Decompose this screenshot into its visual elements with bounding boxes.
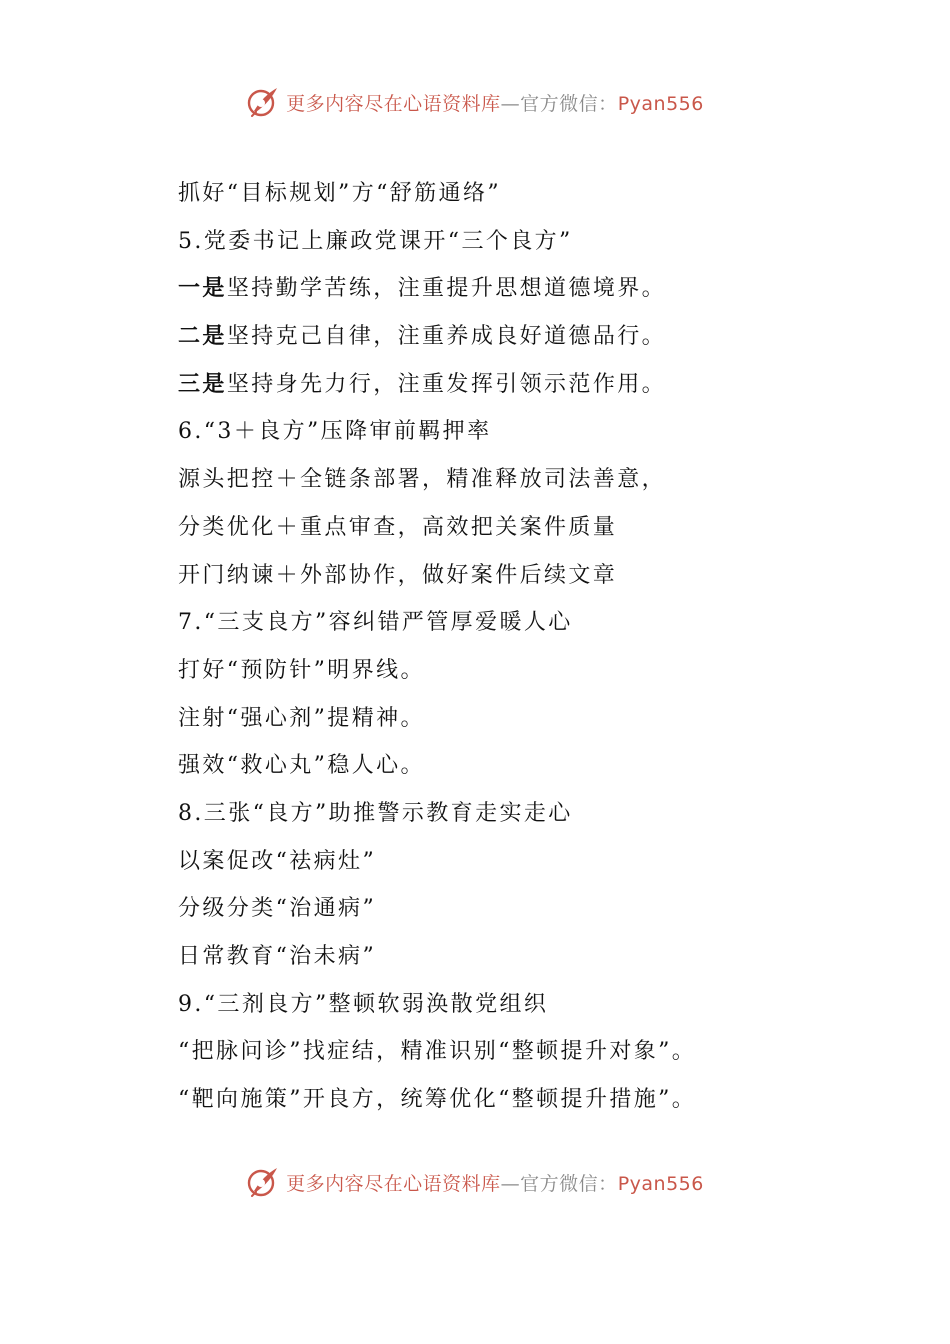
footer-banner-dash: —: [500, 1172, 521, 1195]
header-banner-main: 更多内容尽在心语资料库: [286, 92, 501, 115]
footer-banner: [0, 1162, 950, 1202]
text-line: [178, 504, 798, 552]
footer-banner-wechat-label: 官方微信：: [520, 1172, 618, 1195]
line-text: 开门纳谏＋外部协作，做好案件后续文章: [178, 562, 618, 588]
line-text: 7.“三支良方”容纠错严管厚爱暖人心: [178, 610, 573, 636]
text-line: [178, 838, 798, 886]
line-text: 日常教育“治未病”: [178, 944, 377, 969]
text-line: [178, 265, 798, 313]
quill-logo-icon: [246, 85, 280, 119]
line-text: 源头把控＋全链条部署，精准释放司法善意，: [178, 467, 667, 493]
document-body: [178, 170, 798, 1124]
line-text: 6.“3＋良方”压降审前羁押率: [178, 419, 492, 445]
header-banner-dash: —: [500, 92, 521, 115]
line-text: 注射“强心剂”提精神。: [178, 705, 425, 731]
text-line: [178, 695, 798, 743]
text-line: [178, 456, 798, 504]
bold-lead: 二是: [178, 323, 227, 350]
text-line: [178, 313, 798, 361]
header-banner-text: [286, 89, 704, 116]
text-line: [178, 1076, 798, 1124]
text-line: [178, 742, 798, 790]
header-banner-wechat-id: Pyan556: [617, 92, 704, 115]
text-line: [178, 1028, 798, 1076]
text-line: [178, 408, 798, 456]
footer-banner-text: [286, 1169, 704, 1196]
line-text: 分类优化＋重点审查，高效把关案件质量: [178, 514, 618, 540]
text-line: [178, 885, 798, 933]
text-line: [178, 170, 798, 218]
header-banner-wechat-label: 官方微信：: [520, 92, 618, 115]
text-line: [178, 552, 798, 600]
line-text: 以案促改“祛病灶”: [178, 848, 377, 874]
text-line: [178, 218, 798, 266]
line-text: 9.“三剂良方”整顿软弱涣散党组织: [178, 991, 549, 1017]
line-text: 坚持勤学苦练，注重提升思想道德境界。: [226, 276, 667, 302]
footer-banner-main: 更多内容尽在心语资料库: [286, 1172, 501, 1195]
quill-logo-icon: [246, 1165, 280, 1199]
bold-lead: 三是: [178, 370, 227, 397]
footer-banner-inner: [246, 1165, 704, 1199]
line-text: “把脉问诊”找症结，精准识别“整顿提升对象”。: [178, 1039, 697, 1065]
text-line: [178, 599, 798, 647]
header-banner-inner: [246, 85, 704, 119]
line-text: 抓好“目标规划”方“舒筋通络”: [178, 181, 501, 206]
header-banner: [0, 82, 950, 122]
line-text: 5.党委书记上廉政党课开“三个良方”: [178, 228, 573, 254]
text-line: [178, 361, 798, 409]
bold-lead: 一是: [178, 275, 227, 302]
line-text: “靶向施策”开良方，统筹优化“整顿提升措施”。: [178, 1087, 697, 1113]
line-text: 打好“预防针”明界线。: [178, 657, 425, 683]
line-text: 坚持克己自律，注重养成良好道德品行。: [226, 324, 667, 350]
text-line: [178, 981, 798, 1029]
footer-banner-wechat-id: Pyan556: [617, 1172, 704, 1195]
line-text: 分级分类“治通病”: [178, 896, 377, 922]
text-line: [178, 647, 798, 695]
text-line: [178, 790, 798, 838]
line-text: 坚持身先力行，注重发挥引领示范作用。: [226, 371, 667, 397]
text-line: [178, 933, 798, 981]
line-text: 强效“救心丸”稳人心。: [178, 753, 425, 779]
line-text: 8.三张“良方”助推警示教育走实走心: [178, 800, 573, 826]
